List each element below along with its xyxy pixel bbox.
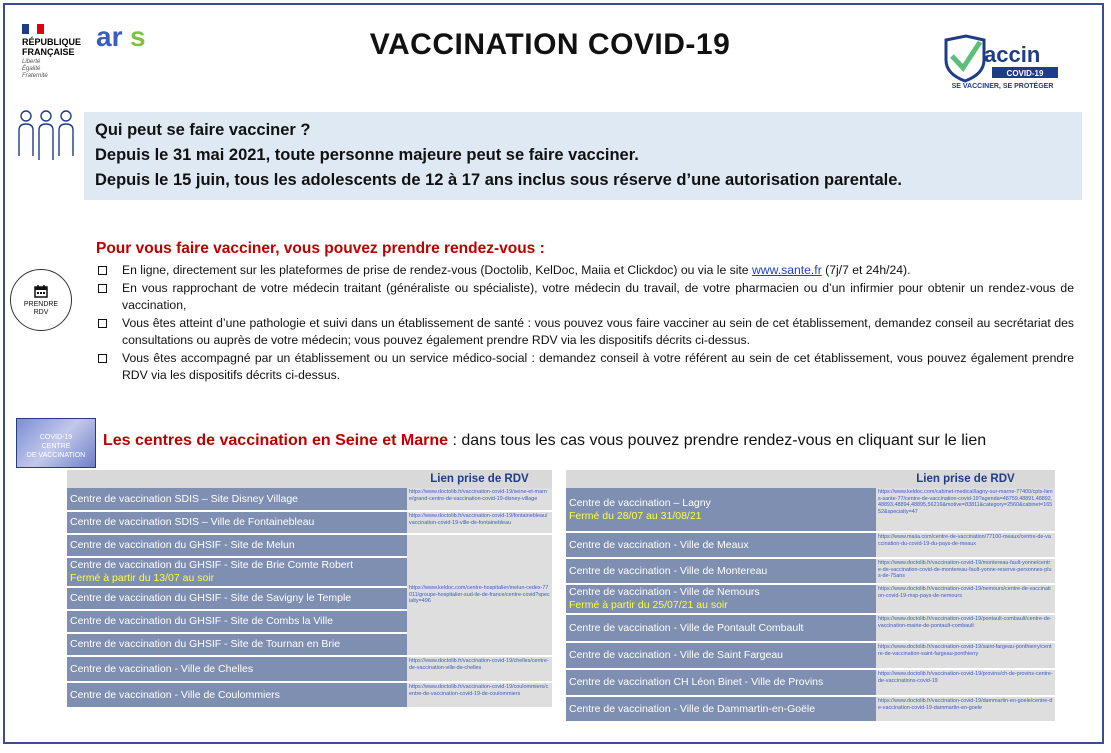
rdv-link[interactable]: https://www.maiia.com/centre-de-vaccination/77100-meaux/centre-de-vaccination-du-covid-19-du-pays-de-meaux <box>876 532 1055 558</box>
rdv-link[interactable]: https://www.doctolib.fr/vaccination-covid-19/coulommiers/centre-de-vaccination-covid-19-de-coulommiers <box>407 682 552 708</box>
ars-logo <box>96 22 156 61</box>
centre-name: Centre de vaccination - Ville de Meaux <box>566 532 876 558</box>
centre-name: Centre de vaccination - Ville de Montereau <box>566 558 876 584</box>
table-row <box>67 488 552 511</box>
bullet-pathology-text: Vous êtes atteint d’une pathologie et suivi dans un établissement de santé : vous pouvez vous faire vacciner au sein de cet établissement, demandez conseil au secrétariat des consultations ou auprès de votre médecin; vous pouvez également prendre RDV via les dispositifs décrits ci-dessus. <box>122 316 1074 347</box>
centre-name: Centre de vaccination - Ville de Dammartin-en-Goële <box>566 696 876 722</box>
prendre-rdv-badge <box>10 269 72 331</box>
rdv-link[interactable]: https://www.keldoc.com/cabinet-medical/lagny-sur-marne-77400/cpts-liens-sante-77/centre-de-vaccination-covid-19?agenda=48759,48891,48892,48893,48894,48895,56216&motive=83811&category=2560&cabinet=16552&specialty=47 <box>876 488 1055 532</box>
table-header-empty <box>67 470 407 488</box>
centre-name: Centre de vaccination - Ville de Pontault Combault <box>566 614 876 642</box>
people-group-icon <box>16 108 76 164</box>
bullet-doctor-text: En vous rapprochant de votre médecin traitant (généraliste ou spécialiste), votre médecin du travail, de votre pharmacien ou d’un infirmier pour obtenir un rendez-vous de vaccination, <box>122 281 1074 312</box>
bullet-medico-social-text: Vous êtes accompagné par un établissement ou un service médico-social : demandez conseil à votre référent au sein de cet établissement, vous pouvez également prendre RDV via les dispositifs décrits ci-dessus. <box>122 351 1074 382</box>
rdv-link[interactable]: https://www.doctolib.fr/vaccination-covid-19/seine-et-marne/grand-centre-de-vaccination-covid-19-disney-village <box>407 488 552 511</box>
table-row <box>566 488 1055 532</box>
centre-name-text: Centre de vaccination - Ville de Nemours <box>569 586 760 598</box>
centres-title-rest: : dans tous les cas vous pouvez prendre rendez-vous en cliquant sur le lien <box>448 432 987 449</box>
thumb-line-2: CENTRE <box>41 443 71 450</box>
motto-liberte: Liberté <box>22 59 41 65</box>
list-item <box>96 315 1074 349</box>
who-can-vaccinate-text <box>95 118 1075 193</box>
vaccin-tagline: SE VACCINER, SE PROTÉGER <box>951 83 1054 90</box>
rdv-badge-label-2: RDV <box>33 309 49 316</box>
list-item <box>96 350 1074 384</box>
rdv-link[interactable]: https://www.doctolib.fr/vaccination-covid-19/saint-fargeau-ponthierry/centre-de-vaccination-saint-fargeau-ponthierry <box>876 642 1055 669</box>
link-column-header: Lien prise de RDV <box>407 470 552 488</box>
motto-fraternite: Fraternité <box>22 73 48 79</box>
link-column-header: Lien prise de RDV <box>876 470 1055 488</box>
rdv-link-ghsif[interactable]: https://www.keldoc.com/centre-hospitalier/melun-cedex-77011/groupe-hospitalier-sud-ile-de-france/centre-covid?specialty=496 <box>407 534 552 656</box>
republique-francaise-logo <box>22 24 92 80</box>
table-row <box>566 532 1055 558</box>
closed-notice: Fermé à partir du 13/07 au soir <box>70 572 215 584</box>
who-adults: Depuis le 31 mai 2021, toute personne majeure peut se faire vacciner. <box>95 146 639 164</box>
closed-notice: Fermé à partir du 25/07/21 au soir <box>569 599 728 611</box>
rdv-section-title: Pour vous faire vacciner, vous pouvez prendre rendez-vous : <box>96 240 545 257</box>
centres-table-right <box>566 470 1055 723</box>
ars-logo-icon <box>96 22 158 56</box>
table-row <box>566 584 1055 614</box>
centres-table-left <box>67 470 552 709</box>
table-row <box>566 669 1055 696</box>
rdv-badge-label-1: PRENDRE <box>23 301 59 308</box>
centre-name: Centre de vaccination du GHSIF - Site de Tournan en Brie <box>67 633 407 656</box>
centre-name: Centre de vaccination SDIS – Ville de Fontainebleau <box>67 511 407 534</box>
table-row <box>67 534 552 557</box>
table-header-empty <box>566 470 876 488</box>
rdv-link[interactable]: https://www.doctolib.fr/vaccination-covid-19/chelles/centre-de-vaccination-ville-de-chelles <box>407 656 552 682</box>
centre-name: Centre de vaccination du GHSIF - Site de Melun <box>67 534 407 557</box>
centre-name: Centre de vaccination - Ville de Chelles <box>67 656 407 682</box>
centre-name: Centre de vaccination - Ville de Coulommiers <box>67 682 407 708</box>
checkbox-bullet-icon <box>98 266 107 275</box>
centre-name-text: Centre de vaccination – Lagny <box>569 496 711 509</box>
svg-text:ar: ar <box>96 22 123 52</box>
centre-name <box>566 584 876 614</box>
svg-text:accin: accin <box>984 42 1041 67</box>
list-item <box>96 280 1074 314</box>
republic-line-1: RÉPUBLIQUE <box>22 37 82 47</box>
vaccination-centre-thumbnail <box>16 418 96 468</box>
checkbox-bullet-icon <box>98 284 107 293</box>
rdv-link[interactable]: https://www.doctolib.fr/vaccination-covid-19/fontainebleau/vaccination-covid-19-ville-de-fontainebleau <box>407 511 552 534</box>
centre-name <box>566 488 876 532</box>
checkbox-bullet-icon <box>98 354 107 363</box>
table-row <box>566 614 1055 642</box>
centre-name: Centre de vaccination CH Léon Binet - Ville de Provins <box>566 669 876 696</box>
thumb-line-1: COVID-19 <box>39 434 73 441</box>
who-teens: Depuis le 15 juin, tous les adolescents de 12 à 17 ans inclus sous réserve d’une autorisation parentale. <box>95 171 902 189</box>
rdv-link[interactable]: https://www.doctolib.fr/vaccination-covid-19/nemours/centre-de-vaccination-covid-19-msp-pays-de-nemours <box>876 584 1055 614</box>
checkbox-bullet-icon <box>98 319 107 328</box>
table-row <box>566 642 1055 669</box>
centre-name: Centre de vaccination du GHSIF - Site de Combs la Ville <box>67 610 407 633</box>
table-row <box>566 696 1055 722</box>
centres-title-red: Les centres de vaccination en Seine et Marne <box>103 432 449 449</box>
closed-notice: Fermé du 28/07 au 31/08/21 <box>569 509 702 522</box>
page-title: VACCINATION COVID-19 <box>369 28 731 61</box>
centre-name-text: Centre de vaccination du GHSIF - Site de Brie Comte Robert <box>70 559 354 571</box>
svg-text:COVID-19: COVID-19 <box>1006 69 1044 78</box>
centre-name <box>67 557 407 587</box>
bullet-online-text: En ligne, directement sur les plateformes de prise de rendez-vous (Doctolib, KelDoc, Maiia et Clickdoc) ou via le site <box>122 263 752 277</box>
centre-name: Centre de vaccination du GHSIF - Site de Savigny le Temple <box>67 587 407 610</box>
centre-name: Centre de vaccination SDIS – Site Disney Village <box>67 488 407 511</box>
republic-line-2: FRANÇAISE <box>22 47 75 57</box>
table-row <box>566 558 1055 584</box>
rdv-link[interactable]: https://www.doctolib.fr/vaccination-covid-19/pontault-combault/centre-de-vaccination-mairie-de-pontault-combault <box>876 614 1055 642</box>
sante-fr-link[interactable]: www.sante.fr <box>751 263 822 277</box>
rdv-link[interactable]: https://www.doctolib.fr/vaccination-covid-19/provins/ch-de-provins-centre-de-vaccinations-covid-19 <box>876 669 1055 696</box>
who-question: Qui peut se faire vacciner ? <box>95 121 311 139</box>
rdv-options-list <box>96 262 1074 385</box>
motto-egalite: Égalité <box>22 66 41 72</box>
svg-text:s: s <box>130 22 146 52</box>
list-item <box>96 262 1074 279</box>
centres-section-title <box>103 432 986 450</box>
rdv-link[interactable]: https://www.doctolib.fr/vaccination-covid-19/dammartin-en-goele/centre-de-vaccination-covid-19-dammartin-en-goele <box>876 696 1055 722</box>
thumb-line-3: DE VACCINATION <box>26 452 86 459</box>
vaccin-shield-icon <box>940 34 1065 84</box>
table-row <box>67 682 552 708</box>
rdv-link[interactable]: https://www.doctolib.fr/vaccination-covid-19/montereau-fault-yonne/centre-de-vaccination-covid-de-montereau-fault-yonne-reserve-personnes-plus-de-75ans <box>876 558 1055 584</box>
centre-name: Centre de vaccination - Ville de Saint Fargeau <box>566 642 876 669</box>
calendar-icon <box>34 284 48 298</box>
table-row <box>67 511 552 534</box>
table-row <box>67 656 552 682</box>
bullet-online-suffix: (7j/7 et 24h/24). <box>821 263 911 277</box>
french-flag-icon <box>22 24 44 34</box>
vaccin-covid-logo <box>940 34 1070 96</box>
